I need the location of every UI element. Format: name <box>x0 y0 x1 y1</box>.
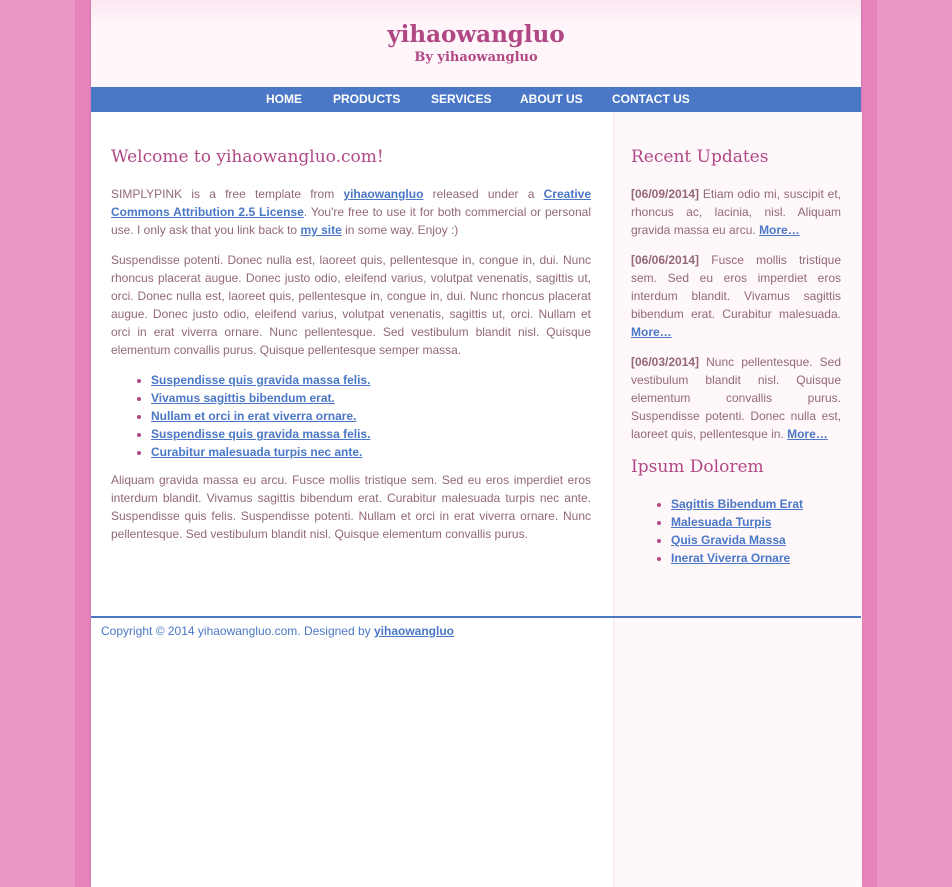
footer-designer-link[interactable]: yihaowangluo <box>374 624 455 638</box>
sidebar-link-1[interactable]: Sagittis Bibendum Erat <box>671 497 804 511</box>
site-header <box>91 0 861 87</box>
main-content <box>111 145 591 555</box>
more-link-3[interactable]: More… <box>787 427 828 441</box>
update-text: Fusce mollis tristique sem. Sed eu eros imperdiet eros interdum blandit. Vivamus sagittis bibendum erat. Curabitur malesuada. <box>631 253 841 321</box>
list-item <box>671 549 841 567</box>
body-paragraph-3: Aliquam gravida massa eu arcu. Fusce mollis tristique sem. Sed eu eros imperdiet eros interdum blandit. Vivamus sagittis bibendum erat. Curabitur malesuada turpis nec ante. Suspendisse quis felis. Suspendisse potenti. Nullam et orci in erat viverra ornare. Nunc pellentesque. Sed vestibulum blandit nisl. Quisque elementum convallis purus. <box>111 473 591 541</box>
intro-paragraph <box>111 185 591 239</box>
list-item <box>151 443 591 461</box>
update-date: [06/09/2014] <box>631 187 700 201</box>
footer <box>101 622 601 640</box>
right-border-band <box>861 0 877 887</box>
update-text: Etiam odio mi, suscipit et, rhoncus ac, lacinia, nisl. Aliquam gravida massa eu arcu. <box>631 187 841 237</box>
more-link-1[interactable]: More… <box>759 223 800 237</box>
page-container <box>91 0 861 887</box>
list-link-1[interactable]: Suspendisse quis gravida massa felis. <box>151 373 371 387</box>
sidebar-link-2[interactable]: Malesuada Turpis <box>671 515 772 529</box>
update-date: [06/06/2014] <box>631 253 700 267</box>
left-border-band <box>75 0 91 887</box>
update-item <box>631 251 841 341</box>
update-date: [06/03/2014] <box>631 355 700 369</box>
recent-updates-heading: Recent Updates <box>631 147 769 167</box>
list-item <box>671 513 841 531</box>
intro-text-1: SIMPLYPINK is a free template from <box>111 187 344 201</box>
nav-contact-us[interactable]: CONTACT US <box>612 92 690 106</box>
more-link-2[interactable]: More… <box>631 325 672 339</box>
list-item <box>151 389 591 407</box>
sidebar-link-4[interactable]: Inerat Viverra Ornare <box>671 551 791 565</box>
sidebar-link-list <box>631 495 841 567</box>
site-title: yihaowangluo <box>387 21 565 48</box>
intro-text-3: . You're free to use it for both commercial or personal use. I only ask that you link back to <box>111 205 591 237</box>
footer-text: Copyright © 2014 yihaowangluo.com. Designed by <box>101 624 374 638</box>
nav-home[interactable]: HOME <box>266 92 302 106</box>
my-site-link[interactable]: my site <box>300 223 342 237</box>
link-list <box>111 371 591 461</box>
footer-divider <box>91 616 861 618</box>
list-link-5[interactable]: Curabitur malesuada turpis nec ante. <box>151 445 363 459</box>
main-nav <box>91 87 861 112</box>
update-text: Nunc pellentesque. Sed vestibulum blandit nisl. Quisque elementum convallis purus. Suspendisse potenti. Donec nulla est, laoreet quis, pellentesque in. <box>631 355 841 441</box>
list-item <box>151 371 591 389</box>
update-item <box>631 353 841 443</box>
ipsum-dolorem-heading: Ipsum Dolorem <box>631 457 764 477</box>
sidebar <box>631 145 841 577</box>
author-link[interactable]: yihaowangluo <box>343 187 424 201</box>
list-item <box>151 425 591 443</box>
list-link-2[interactable]: Vivamus sagittis bibendum erat. <box>151 391 335 405</box>
sidebar-link-3[interactable]: Quis Gravida Massa <box>671 533 786 547</box>
list-item <box>671 531 841 549</box>
intro-text-2: released under a <box>423 187 544 201</box>
license-link[interactable]: Creative Commons Attribution 2.5 License <box>111 187 592 219</box>
intro-text-4: in some way. Enjoy :) <box>341 223 459 237</box>
update-item <box>631 185 841 239</box>
nav-services[interactable]: SERVICES <box>431 92 492 106</box>
body-paragraph-2: Suspendisse potenti. Donec nulla est, laoreet quis, pellentesque in, congue in, dui. Nunc rhoncus placerat augue. Donec justo odio, eleifend varius, volutpat venenatis, sagittis ut, orci. Donec nulla est, laoreet quis, pellentesque in, congue in, dui. Nunc rhoncus placerat augue. Donec justo odio, eleifend varius, volutpat venenatis, sagittis ut, orci. Nullam et orci in erat viverra ornare. Nunc pellentesque. Sed vestibulum blandit nisl. Quisque elementum convallis purus. Quisque pellentesque semper massa. <box>111 253 591 357</box>
nav-products[interactable]: PRODUCTS <box>333 92 401 106</box>
list-link-3[interactable]: Nullam et orci in erat viverra ornare. <box>151 409 357 423</box>
site-subtitle: By yihaowangluo <box>414 50 538 65</box>
list-item <box>151 407 591 425</box>
page-title: Welcome to yihaowangluo.com! <box>111 147 384 167</box>
list-link-4[interactable]: Suspendisse quis gravida massa felis. <box>151 427 371 441</box>
list-item <box>671 495 841 513</box>
nav-about-us[interactable]: ABOUT US <box>520 92 583 106</box>
